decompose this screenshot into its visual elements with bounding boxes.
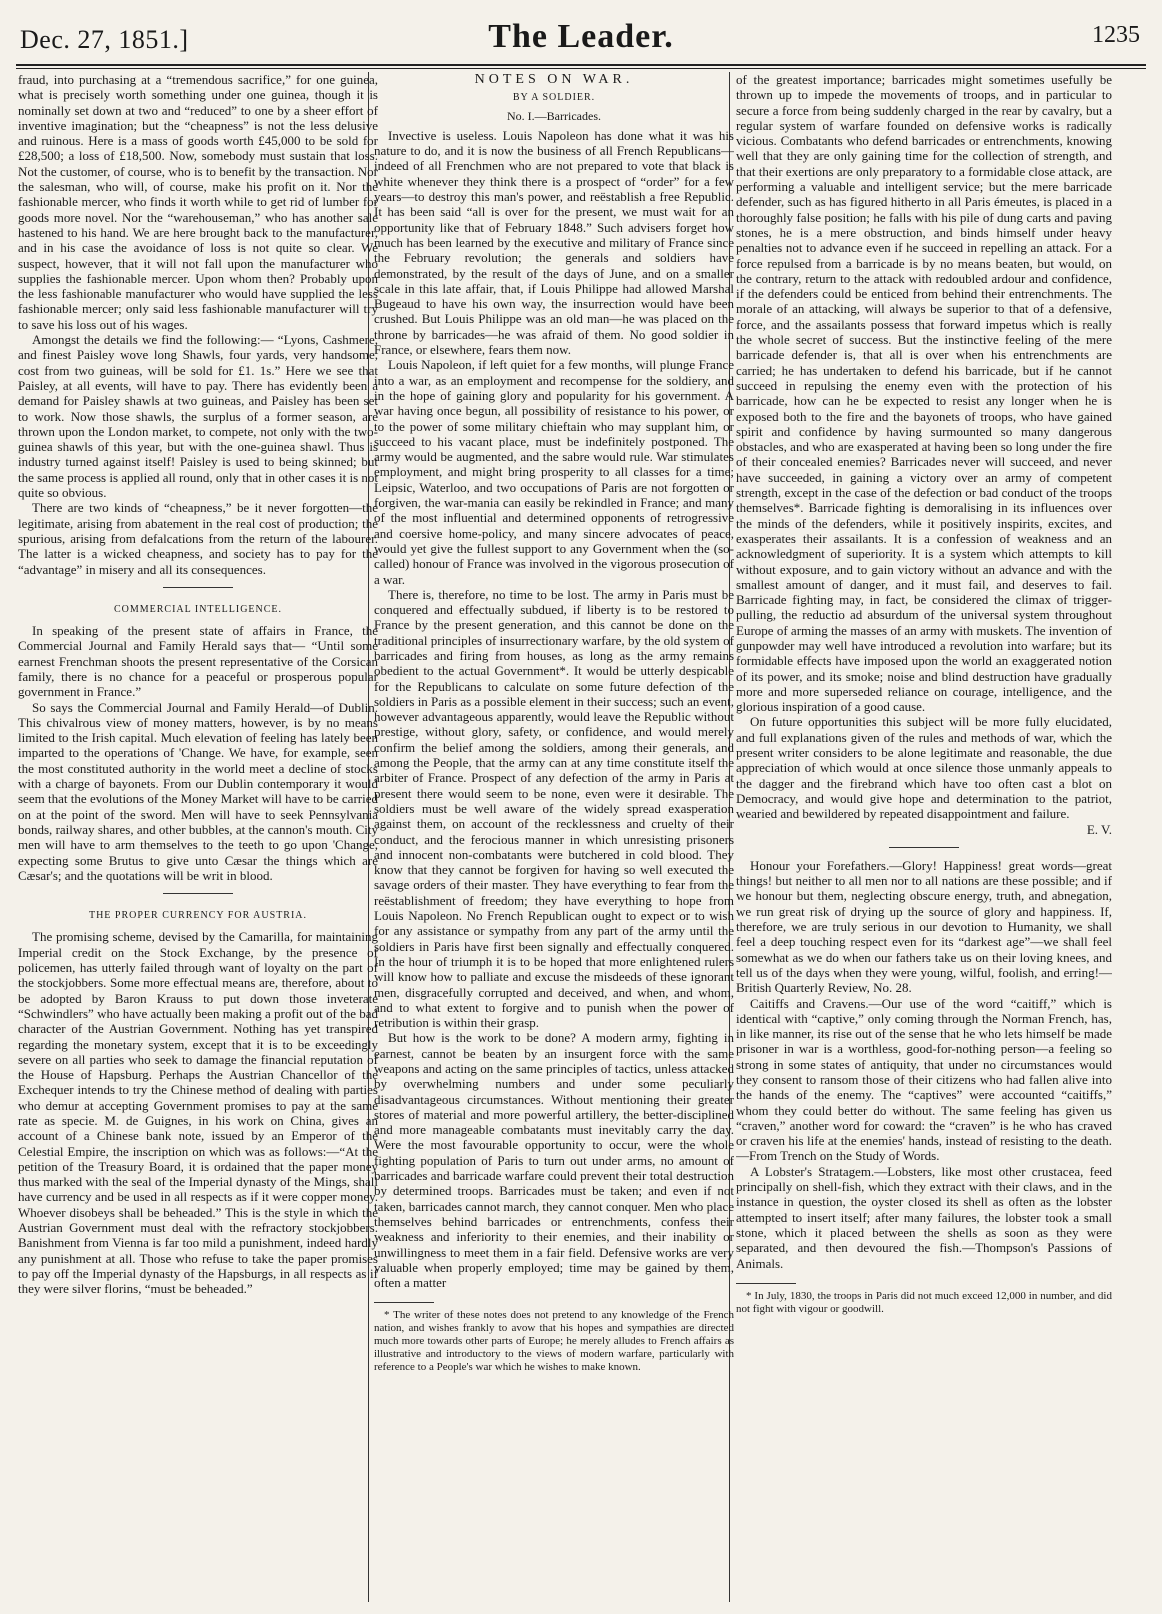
paragraph: A Lobster's Stratagem.—Lobsters, like most other crustacea, feed principally on shell-fish, which they extract with their claws, and in the instance in question, the oyster closed its shell as often as the lobster attempted to insert itself; after many failures, the lobster took a small stone, which it placed between the shells as soon as they were separated, and then devoured the fish.—Thompson's Passions of Animals. [736,1163,1112,1271]
heading-currency-austria: THE PROPER CURRENCY FOR AUSTRIA. [88,910,308,922]
paragraph: There are two kinds of “cheapness,” be it never forgotten—the legitimate, arising from abatement in the real cost of production; the spurious, arising from defalcations from the return of the labourer. The latter is a wicked cheapness, and society has to pay for the “advantage” in misery and all its consequences. [18,500,378,577]
header-rule-thin [16,68,1146,69]
paragraph: So says the Commercial Journal and Family Herald—of Dublin. This chivalrous view of money matters, however, is by no means limited to the Irish capital. Much elevation of feeling has lately been imparted to the operations of 'Change. We have, for example, seen the most constituted authority in the world meet a decline of stocks with a charge of bayonets. From our Dublin contemporary it would seem that the evolutions of the Money Market will have to be carried on at the point of the sword. Men will have to seek Pennsylvania bonds, railway shares, and other bubbles, at the cannon's mouth. City men will have to arm themselves to the teeth to go upon 'Change, expecting some Brutus to give unto Cæsar the things which are Cæsar's; and the quotations will be writ in blood. [18,699,378,883]
heading-commercial-intelligence: COMMERCIAL INTELLIGENCE. [113,603,283,615]
paragraph: Caitiffs and Cravens.—Our use of the word “caitiff,” which is identical with “captive,” only coming through the Norman French, has, in like manner, its rise out of the sense that he who lets himself be made prisoner in war is a worthless, good-for-nothing person—a feeling so strong in some states of antiquity, that under no circumstances would they consent to ransom those of their citizens who had fallen alive into the hands of the enemy. The “captives” were accounted “caitiffs,” whom they could better do without. The same feeling has given us “craven,” another word for coward: the “craven” is he who has craved or craven his life at the enemies' hands, instead of resisting to the death.—From Trench on the Study of Words. [736,995,1112,1164]
paragraph: of the greatest importance; barricades might sometimes usefully be thrown up to impede the movements of troops, and in particular to secure a force from being suddenly charged in the rear by cavalry, but a regular system of warfare founded on defensive works is radically vicious. Combatants who defend barricades or entrenchments, knowing well that they are only gaining time for the collection of strength, and that their exertions are only preparatory to a formidable close attack, are performing a valuable and intelligent service; but the mere barricade defender, such as has figured hitherto in all Paris émeutes, is placed in a thoroughly false position; he falls with his pile of dung carts and paving stones, he is a mere obstruction, and binds himself under heavy penalties not to advance even if he succeed in repelling an attack. For a force repulsed from a barricade is by no means beaten, but would, on the contrary, return to the attack with redoubled ardour and confidence, if the defenders could be enticed from behind their entrenchments. The morale of an attacking, will always be superior to that of a defensive, force, and the assailants possess that forward impetus which is really the whole secret of success. But the instinctive feeling of the mere barricade defender is, that all is over when his entrenchments are carried; he has undertaken to defend his barricade, but if he cannot succeed in repulsing the enemy even with the protection of his barricade, how can he be expected to resist any longer when he is exposed both to the fire and the bayonets of troops, who have gained spirit and confidence by having surmounted so many dangerous obstacles, and who are exasperated at having been so long under the fire of their concealed enemies? Barricades never will succeed, and never have succeeded, in gaining a victory over an army of competent strength, except in the case of the defection or bad conduct of the troops themselves*. Barricade fighting is demoralising in its influences over the minds of the defenders, while it positively inspirits, excites, and exasperates their assailants. It is a confession of weakness and an acknowledgment of superiority. It is a system which attempts to kill without exposure, and to gain victory without an advance and with the smallest amount of danger, and it must fail, and deserves to fail. Barricade fighting may, in fact, be considered the climax of trigger-pulling, the reductio ad absurdum of the universal system throughout Europe of arming the masses of an army with muskets. The invention of gunpowder may well have introduced a revolution into warfare; but its formidable effects have imposed upon the world an exaggerated notion of its power, and its smoke; noise and blind destruction have gradually more and more superseded reliance on courage, intelligence, and the glorious inspiration of a good cause. [736,72,1112,715]
footnote: * The writer of these notes does not pretend to any knowledge of the French nation, and wishes frankly to avow that his hopes and sympathies are directed much more towards other parts of Europe; he merely alludes to French affairs as illustrative and introductory to the views of modern warfare, particularly with reference to a People's war which he wishes to make known. [374,1309,734,1374]
paragraph: Invective is useless. Louis Napoleon has done what it was his nature to do, and it is now the business of all French Republicans—indeed of all Frenchmen who are not prepared to vote that black is white whenever they think there is a prospect of “order” for a few years—to destroy this man's power, and reëstablish a free Republic. It has been said “all is over for the present, we must wait for an opportunity like that of February 1848.” Such advisers forget how much has been learned by the executive and military of France since the February revolution; the generals and soldiers have demonstrated, by the result of the days of June, and on a smaller scale in this late affair, that, if Louis Philippe had allowed Marshal Bugeaud to have his own way, the insurrection would have been crushed. But Louis Philippe was an old man—he was placed on the throne by barricades—he was afraid of them. No good soldier in France, or elsewhere, fears them now. [374,127,734,358]
masthead-title: The Leader. [488,18,674,55]
header-rule [16,64,1146,66]
article-title: NOTES ON WAR. [474,72,634,87]
paragraph: Honour your Forefathers.—Glory! Happiness! great words—great things! but neither to all men nor to all nations are these possible; and if we honour but them, neglecting obscure energy, truth, and abnegation, we run great risk of drying up the source of glory and happiness. If, therefore, we are truly serious in our devotion to Humanity, we shall feel a deep touching respect even for its “darkest age”—we shall feel somewhat as we do when our fathers take us on their loving knees, and tell us of the days when they were young, wilful, foolish, and erring!—British Quarterly Review, No. 28. [736,857,1112,996]
issue-date: Dec. 27, 1851.] [20,25,189,54]
article-number: No. I.—Barricades. [507,108,601,123]
column-3 [736,72,1112,1602]
footnote-rule [736,1283,796,1284]
section-rule [163,893,233,894]
paragraph: Louis Napoleon, if left quiet for a few months, will plunge France into a war, as an employment and recompense for the soldiery, and in the hope of gaining glory and popularity for his government. A war having once begun, all possibility of resistance to his power, or to the power of some military chieftain who may supplant him, or succeed to his vacant place, must be indefinitely postponed. The army would be augmented, and the sabre would rule. War stimulates employment, and might bring prosperity to all classes for a time; Leipsic, Waterloo, and two occupations of Paris are not forgotten or forgiven, the war-mania can easily be rekindled in France; and many of the most influential and determined opponents of retrogressive and coersive home-policy, and many sincere advocates of peace, would yet give the fullest support to any Government when the (so-called) honour of France was involved in the vigorous prosecution of a war. [374,357,734,587]
paragraph: Amongst the details we find the following:— “Lyons, Cashmere, and finest Paisley wove long Shawls, four yards, very handsome, cost from two guineas, will be sold for £1. 1s.” Here we see that Paisley, at all events, will have to pay. There has evidently been a demand for Paisley shawls at two guineas, and Paisley has been set to work. Now those shawls, the surplus of a former season, are thrown upon the London market, to compete, not only with the two-guinea shawls of this year, but with the one-guinea shawl. Thus is industry turned against itself! Paisley is used to being skinned; but the same process is applied all round, only that in other cases it is not quite so obvious. [18,332,378,501]
paragraph: The promising scheme, devised by the Camarilla, for maintaining Imperial credit on the Stock Exchange, by the presence of policemen, has utterly failed through want of loyalty on the part of the stockjobbers. Some more effectual means are, therefore, about to be adopted by Baron Krauss to put down those inveterate “Schwindlers” who have actually been making a profit out of the bad character of the Austrian Government. Nothing has yet transpired regarding the monetary system, except that it is to be exceedingly severe on all parties who seek to damage the financial reputation of the House of Hapsburg. Perhaps the Austrian Chancellor of the Exchequer intends to try the Chinese method of dealing with parties who demur at accepting Government promises to pay at the same rate as specie. M. de Guignes, in his work on China, gives an account of a Chinese bank note, issued by an Emperor of the Celestial Empire, the inscription on which was as follows:—“At the petition of the Treasury Board, it is ordained that the paper money thus marked with the seal of the Imperial dynasty of the Mings, shall have currency and be used in all respects as if it were copper money. Whoever disobeys shall be beheaded.” This is the style in which the Austrian Government must deal with the refractory stockjobbers. Banishment from Vienna is far too mild a punishment, indeed hardly any punishment at all. Those who refuse to take the paper promises to pay off the Imperial dynasty of the Hapsburgs, in all respects as if they were silver florins, “must be beheaded.” [18,929,378,1297]
section-rule [163,587,233,588]
signature: E. V. [1086,821,1112,837]
section-rule [889,847,959,848]
paragraph: On future opportunities this subject will be more fully elucidated, and full explanations given of the rules and methods of war, which the present writer considers to be alone legitimate and reasonable, the due appreciation of which would at once silence those unmanly appeals to the dagger and the firebrand which have too often cast a blot on Democracy, and would give hope and determination to the patriot, wearied and bewildered by repeated disappointment and failure. [736,714,1112,822]
page-header [0,0,1162,68]
paragraph: fraud, into purchasing at a “tremendous sacrifice,” for one guinea, what is precisely worth something under one guinea, though it is nominally set down at two and “reduced” to one by a sheer effort of inventive imagination; but the “cheapness” is not the less delusive and ruinous. Here is a mass of goods worth £45,000 to be sold for £28,500; a loss of £18,500. Now, somebody must sustain that loss. Not the customer, of course, who is to benefit by the transaction. Nor the salesman, who will, of course, make his profit on it. Nor the fashionable mercer, who finds it worth while to get rid of lumber for goods more novel. Nor the “warehouseman,” who has another sale hastened to his hand. We are here brought back to the manufacturer, and in his case the avoidance of loss is not quite so clear. We suspect, however, that it will not fall upon the manufacturer who supplies the fashionable mercer. Upon whom then? Probably upon the less fashionable manufacturer who would have supplied the less fashionable mercer; only said less fashionable manufacturer will try to save his loss out of his wages. [18,72,378,332]
footnote-rule [374,1302,434,1303]
page-number: 1235 [1092,22,1140,48]
paragraph: But how is the work to be done? A modern army, fighting in earnest, cannot be beaten by an insurgent force with the same weapons and acting on the same principles of tactics, unless attacked by overwhelming numbers and under some peculiarly disadvantageous circumstances. Without mentioning their greater stores of material and more powerful artillery, the better-disciplined and more manageable combatants must inevitably carry the day. Were the most favourable opportunity to occur, were the whole fighting population of Paris to turn out under arms, no amount of barricades and barricade warfare could prevent their total destruction by determined troops. Barricades must be taken; and even if not taken, barricades cannot march, they cannot conquer. Men who place themselves behind barricades or entrenchments, confess their weakness and inferiority to their enemies, and their inability or unwillingness to meet them in a fair field. Defensive works are very valuable when properly employed; time may be gained by them, often a matter [374,1030,734,1291]
footnote: * In July, 1830, the troops in Paris did not much exceed 12,000 in number, and did not fight with vigour or goodwill. [736,1289,1112,1315]
paragraph: There is, therefore, no time to be lost. The army in Paris must be conquered and effectually subdued, if liberty is to be restored to France by the present generation, and this cannot be done on the traditional principles of insurrectionary warfare, by the old system of barricades and firing from houses, as long as the army remains obedient to the actual Government*. It would be utterly despicable for the Republicans to calculate on some future defection of the soldiers in Paris as a possible element in their success; such an event, however advantageous apparently, would leave the Republic without prestige, without glory, safety, or confidence, and would merely confirm the belief among the soldiers, among their generals, and among the People, that the army can at any time constitute itself the arbiter of France. Prospect of any defection of the army in Paris at present there would seem to be none, even were it desirable. The soldiers must be well aware of the widely spread exasperation against them, on account of the recklessness and cruelty of their conduct, and the ferocious manner in which unresisting prisoners and innocent non-combatants were butchered in cold blood. They know that they cannot be forgiven for having so well executed the savage orders of their master. They have everything to fear from the reëstablishment of freedom; they have everything to hope from Louis Napoleon. No French Republican ought to expect or to wish for any assistance or sympathy from any part of the army until the soldiers in Paris have first been signally and effectually conquered. In the hour of triumph it is to be hoped that more enlightened rulers will know how to palliate and excuse the misdeeds of these ignorant men, disgracefully corrupted and deceived, and when, and whom, and to what extent to forgive and to punish when the power of retribution is within their grasp. [374,586,734,1031]
column-2 [374,72,734,1602]
article-byline: BY A SOLDIER. [512,92,596,104]
paragraph: In speaking of the present state of affairs in France, the Commercial Journal and Family Herald says that— “Until some earnest Frenchman shoots the present representative of the Corsican family, there is no chance for a peaceful or prosperous popular government in France.” [18,623,378,700]
column-1 [18,72,378,1602]
